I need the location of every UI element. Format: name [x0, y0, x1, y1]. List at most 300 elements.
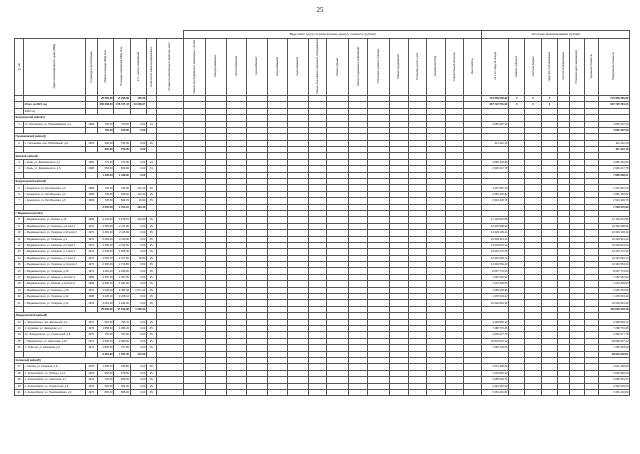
row-cost: 1 437 867,40 [482, 185, 509, 191]
row-address: п. Горшанова, пер. Юбилейный, д.8 [24, 140, 85, 146]
row-year: 1972 [85, 249, 97, 255]
row-premises-area: 2 115,00 [114, 230, 130, 236]
row-cost: 2 936 217,78 [482, 166, 509, 172]
row-number: 18 [15, 281, 24, 287]
row-cost: 3 665 554,71 [482, 377, 509, 383]
empty-cell [267, 389, 287, 395]
row-total-area: 2 281,40 [97, 230, 113, 236]
empty-cell [541, 389, 557, 395]
row-premises-area: 795,70 [114, 319, 130, 325]
column-header [146, 39, 156, 96]
table-cell: 206 368,83 [97, 102, 113, 108]
empty-cell [570, 389, 584, 395]
empty-cell [558, 389, 570, 395]
row-number: 11 [15, 236, 24, 242]
row-year: 1975 [85, 364, 97, 370]
row-year: 1968 [85, 166, 97, 172]
row-premises-area: 875,50 [114, 370, 130, 376]
section-name: Кемский район(2) [15, 153, 157, 159]
row-limit: 10 026 891,96 [599, 300, 630, 306]
row-residents: 25- [146, 191, 156, 197]
row-year: 1965 [85, 159, 97, 165]
row-number: 24 [15, 332, 24, 338]
row-year: 1973 [85, 389, 97, 395]
row-residents: 25- [146, 294, 156, 300]
column-header [97, 39, 113, 96]
column-header-label: Плановая дата завершения [575, 49, 579, 84]
row-address: г. Медвежьегорск, ул. Ленина, д.24 корп.2 [24, 281, 85, 287]
subtotal-living-area: 0,00 [130, 127, 146, 133]
row-number: 13 [15, 249, 24, 255]
column-header-label: Ремонт подвальных помещений [356, 46, 360, 86]
row-premises-area: 3 208,10 [114, 294, 130, 300]
row-year: 1968 [85, 274, 97, 280]
empty-cell [247, 389, 267, 395]
row-living-area: 0,00 [130, 249, 146, 255]
subtotal-premises-area: 7 237,30 [114, 351, 130, 357]
row-residents: 25- [146, 300, 156, 306]
row-number: 3 [15, 159, 24, 165]
empty-cell [206, 389, 226, 395]
row-total-area: 2 288,40 [97, 242, 113, 248]
row-year: 1970 [85, 140, 97, 146]
row-limit: 3 665 554,71 [599, 377, 630, 383]
row-premises-area: 747,50 [114, 159, 130, 165]
row-cost: 3 336 977,76 [482, 332, 509, 338]
empty-cell [308, 389, 326, 395]
header-group-row [15, 31, 630, 39]
row-total-area: 3 236,10 [97, 294, 113, 300]
row-year: 1972 [85, 262, 97, 268]
row-residents: 24- [146, 166, 156, 172]
column-header-label: Удельная стоимость [589, 54, 593, 79]
row-cost: 13 340 554,43 [482, 262, 509, 268]
row-premises-area: 2 296,00 [114, 268, 130, 274]
row-total-area: 992,90 [97, 140, 113, 146]
row-address: г. Медвежьегорск, ул. Кирова, д.16 [24, 217, 85, 223]
empty-cell [157, 389, 184, 395]
row-address: г. Лахденпохья, пер. Школьный, д.4 [24, 319, 85, 325]
table-cell: 712 860 606,82 [482, 95, 509, 101]
row-residents: 24- [146, 159, 156, 165]
subtotal-cost: 311 312,10 [599, 147, 630, 153]
row-total-area: 654,40 [97, 166, 113, 172]
column-header-label: Ремонт внутридомовых инженерных систем [192, 39, 196, 94]
column-header-label: Установка узлов учета [415, 52, 419, 80]
row-address: п. Зеленоборск, ул. Строителей, д.8 [24, 383, 85, 389]
row-limit: 311 312,10 [599, 140, 630, 146]
empty-cell [525, 389, 541, 395]
empty-cell [226, 389, 246, 395]
section-name: Кондопожский район(3) [15, 179, 157, 185]
column-header [85, 39, 97, 96]
row-year: 1972 [85, 242, 97, 248]
row-number: 14 [15, 255, 24, 261]
row-number: 2 [15, 140, 24, 146]
row-number: 28 [15, 370, 24, 376]
row-number: 4 [15, 166, 24, 172]
row-address: г. Кондопога, ул. Октябрьская, д.3 [24, 191, 85, 197]
row-year: 1969 [85, 198, 97, 204]
row-premises-area: 528,20 [114, 191, 130, 197]
row-address: г. Медвежьегорск, ул. Гагарина, д.13 корп.2 [24, 262, 85, 268]
row-total-area: 1 850,50 [97, 345, 113, 351]
row-address: г. Лахденпохья, ул. Школьная, д.10 [24, 338, 85, 344]
row-address: п. Зеленоборск, ул. Первомайская, д.3 [24, 389, 85, 395]
row-living-area: 0,00 [130, 338, 146, 344]
table-cell: 0 [509, 95, 525, 101]
subtotal-cost: 4 055 497,30 [599, 127, 630, 133]
row-residents: 25- [146, 364, 156, 370]
column-header-label: бюджет субъекта [515, 55, 519, 77]
row-living-area: 0,00 [130, 230, 146, 236]
row-cost: 13 250 172,36 [482, 249, 509, 255]
column-header [584, 39, 598, 96]
row-number: 8 [15, 217, 24, 223]
row-year: 1968 [85, 294, 97, 300]
subtotal-premises-area: 47 013,08 [114, 306, 130, 312]
row-number: 17 [15, 274, 24, 280]
row-address: г. Медвежьегорск, ул. Гагарина, д.18 [24, 287, 85, 293]
year-label: 2022 год [24, 108, 85, 114]
row-limit: 4 603 560,20 [599, 370, 630, 376]
row-number: 30 [15, 383, 24, 389]
column-header [408, 39, 426, 96]
empty-cell [390, 389, 408, 395]
row-address: г. Кондопога, ул. Октябрьская, д.2 [24, 185, 85, 191]
row-living-area: 0,00 [130, 319, 146, 325]
capital-repair-table [14, 30, 630, 396]
column-header-label: водоснабжения [275, 56, 279, 76]
column-header [226, 39, 246, 96]
row-living-area: 1 071,14 [130, 287, 146, 293]
column-header [525, 39, 541, 96]
row-living-area: 0,00 [130, 274, 146, 280]
row-premises-area: 3 478,70 [114, 217, 130, 223]
subtotal-premises-area: 752,90 [114, 147, 130, 153]
row-address: г. Медвежьегорск, ул. Гагарина, д.7 корп.2 [24, 255, 85, 261]
column-header-label: Способ формирования [562, 52, 566, 81]
row-premises-area: 603,90 [114, 166, 130, 172]
row-limit: 18 849 937,12 [599, 338, 630, 344]
row-residents: 25- [146, 377, 156, 383]
row-cost: 3 451 416,83 [482, 389, 509, 395]
row-residents: 25- [146, 236, 156, 242]
row-residents: 26- [146, 140, 156, 146]
row-address: г. Медвежьегорск, ул. Гагарина, д.3 [24, 236, 85, 242]
row-year: 1969 [85, 217, 97, 223]
column-header [267, 39, 287, 96]
row-year: 1972 [85, 230, 97, 236]
row-limit: 13 250 172,36 [599, 249, 630, 255]
row-limit: 2 914 329,76 [599, 198, 630, 204]
column-header-label: Общая площадь МКД, кв.м [103, 50, 107, 83]
row-premises-area: 808,20 [114, 389, 130, 395]
row-number: 7 [15, 198, 24, 204]
row-premises-area: 924,60 [114, 383, 130, 389]
column-header-label: Строительный контроль [452, 51, 456, 81]
column-header [558, 39, 570, 96]
row-address: г. Медвежьегорск, ул. Гагарина, д.12 [24, 294, 85, 300]
row-limit: 13 329 921,24 [599, 242, 630, 248]
subtotal-premises-area: 720,00 [114, 127, 130, 133]
row-living-area: 0,00 [130, 326, 146, 332]
row-premises-area: 764,60 [114, 332, 130, 338]
row-cost: 4 603 560,20 [482, 370, 509, 376]
row-total-area: 2 283,40 [97, 236, 113, 242]
row-number: 26 [15, 345, 24, 351]
row-limit: 13 329 921,24 [599, 236, 630, 242]
row-residents: 25- [146, 185, 156, 191]
header-group-sources: Источники финансирования (рублей) [482, 31, 630, 39]
row-address: г. Медвежьегорск, ул. Гагарина, д.19 корп.2 [24, 230, 85, 236]
row-cost: 4 621 458,66 [482, 364, 509, 370]
section-name: г. Медвежьегорск(14) [15, 210, 157, 216]
row-limit: 3 451 416,83 [599, 389, 630, 395]
row-address: п. Зеленоборск, ул. Советская, д.7 [24, 377, 85, 383]
column-header-label: водоотведения [296, 57, 300, 76]
empty-cell [584, 389, 598, 395]
row-cost: 13 340 598,96 [482, 223, 509, 229]
subtotal-cost: 39 912 622,61 [599, 351, 630, 357]
row-year: 1976 [85, 370, 97, 376]
row-residents: 25- [146, 326, 156, 332]
column-header-label: Предельная стоимость [612, 52, 616, 81]
empty-cell [367, 389, 390, 395]
row-total-area: 773,90 [97, 159, 113, 165]
row-total-area: 3 364,20 [97, 268, 113, 274]
row-cost: 13 329 921,24 [482, 236, 509, 242]
row-limit: 13 340 598,96 [599, 223, 630, 229]
row-living-area: 0,00 [130, 159, 146, 165]
column-header-label: газоснабжения [255, 57, 259, 76]
column-header-label: Разработка ПСД [434, 56, 438, 77]
row-total-area: 781,00 [97, 121, 113, 127]
column-header [464, 39, 482, 96]
row-premises-area: 2 117,90 [114, 223, 130, 229]
column-header [599, 39, 630, 96]
row-premises-area: 4 394,00 [114, 281, 130, 287]
row-total-area: 2 554,70 [97, 255, 113, 261]
row-number: 22 [15, 319, 24, 325]
column-header-label: Адрес многоквартирного дома (МКД) [52, 44, 56, 89]
row-total-area: 952,50 [97, 370, 113, 376]
column-header [247, 39, 267, 96]
column-header-label: Стоимость капитального ремонта, всего [168, 42, 172, 91]
row-address: г. Сегежа, ул. Гагарина, д.9 [24, 364, 85, 370]
column-header [445, 39, 463, 96]
subtotal-total-area: 781,00 [97, 127, 113, 133]
empty-cell [509, 389, 525, 395]
row-living-area: 0,00 [130, 236, 146, 242]
row-number: 16 [15, 268, 24, 274]
row-limit: 17 140 667,86 [599, 217, 630, 223]
row-cost: 1 224 209,60 [482, 281, 509, 287]
section-name: Лахденпохский район(6) [15, 313, 157, 319]
subtotal-living-area: 1 095,34 [130, 306, 146, 312]
row-number: 20 [15, 294, 24, 300]
row-address: г. Медвежьегорск, ул. Гагарина, д.5 корп.1 [24, 242, 85, 248]
row-cost: 2 914 329,76 [482, 198, 509, 204]
row-limit: 1 695 445,95 [599, 287, 630, 293]
table-cell: 0 [525, 95, 541, 101]
row-living-area: 0,00 [130, 389, 146, 395]
row-cost: 13 329 921,24 [482, 242, 509, 248]
subtotal-total-area: 9 981,80 [97, 351, 113, 357]
table-cell: 0 [525, 102, 541, 108]
subtotal-total-area: 992,90 [97, 147, 113, 153]
row-number: 9 [15, 223, 24, 229]
table-cell: 712 860 606,82 [599, 95, 630, 101]
row-premises-area: 918,80 [114, 364, 130, 370]
row-limit: 1 224 209,60 [599, 281, 630, 287]
page-number: 25 [316, 6, 324, 14]
row-residents: 25- [146, 274, 156, 280]
column-header [367, 39, 390, 96]
row-address: г. Медвежьегорск, ул. Гагарина, д.9 корп.1 [24, 223, 85, 229]
column-header [390, 39, 408, 96]
subtotal-cost: 7 302 670,99 [599, 204, 630, 210]
row-cost: 7 282 133,09 [482, 345, 509, 351]
row-residents: 25- [146, 370, 156, 376]
row-year: 1968 [85, 281, 97, 287]
row-cost: 13 310 684,72 [482, 255, 509, 261]
column-header [183, 39, 206, 96]
row-residents: 25- [146, 242, 156, 248]
row-total-area: 1 858,10 [97, 326, 113, 332]
row-premises-area: 4 396,38 [114, 287, 130, 293]
subtotal-living-area: 484,40 [130, 204, 146, 210]
column-header [541, 39, 557, 96]
row-residents: 25- [146, 268, 156, 274]
row-cost: 3 409 894,14 [482, 319, 509, 325]
subtotal-cost: 7 882 658,01 [599, 172, 630, 178]
column-header-label: средства собственников [547, 51, 551, 82]
row-premises-area: 2 707,90 [114, 255, 130, 261]
table-cell: 135,56 [130, 95, 146, 101]
row-living-area: 0,00 [130, 383, 146, 389]
row-year: 1968 [85, 185, 97, 191]
row-total-area: 702,30 [97, 185, 113, 191]
row-total-area: 752,00 [97, 377, 113, 383]
empty-cell [349, 389, 367, 395]
subtotal-living-area: 0,00 [130, 172, 146, 178]
empty-cell [427, 389, 445, 395]
row-living-area: 0,00 [130, 140, 146, 146]
row-residents: 25- [146, 281, 156, 287]
row-premises-area: 509,20 [114, 377, 130, 383]
row-cost: 4 055 497,30 [482, 121, 509, 127]
row-limit: 1 437 867,40 [599, 185, 630, 191]
row-number: 25 [15, 338, 24, 344]
row-limit: 1 478 631,42 [599, 294, 630, 300]
row-premises-area: 4 367,50 [114, 274, 130, 280]
row-year: 1971 [85, 223, 97, 229]
row-cost: 3 442 515,00 [482, 383, 509, 389]
column-header-label: Количество зарегистрированных [149, 46, 153, 87]
row-residents: 25- [146, 332, 156, 338]
row-limit: 4 055 497,30 [599, 121, 630, 127]
section-name: Сегежский район(5) [15, 357, 157, 363]
row-residents: 25- [146, 217, 156, 223]
row-premises-area: 720,00 [114, 121, 130, 127]
row-cost: 10 026 891,96 [482, 300, 509, 306]
row-address: г. Медвежьегорск, ул. Гагарина, д.7 корп.1 [24, 249, 85, 255]
header-group-cost: Виды работ (услуг) по капитальному ремонту, стоимость (рублей) [183, 31, 482, 39]
row-number: 23 [15, 326, 24, 332]
row-limit: 13 310 684,72 [599, 255, 630, 261]
row-number: 31 [15, 389, 24, 395]
row-number: 27 [15, 364, 24, 370]
row-total-area: 4 028,10 [97, 287, 113, 293]
table-cell: 0 [509, 102, 525, 108]
row-premises-area: 4 244,00 [114, 300, 130, 306]
subtotal-total-area: 25 000,95 [97, 306, 113, 312]
row-cost: 7 288 770,45 [482, 326, 509, 332]
table-cell: 0 [541, 95, 557, 101]
section-name: Беломорский район(1) [15, 115, 157, 121]
column-header [288, 39, 308, 96]
subtotal-premises-area: 1 704,10 [114, 204, 130, 210]
row-total-area: 2 283,90 [97, 223, 113, 229]
row-number: 15 [15, 262, 24, 268]
row-total-area: 2 382,00 [97, 262, 113, 268]
row-cost: 18 849 937,12 [482, 338, 509, 344]
row-total-area: 728,60 [97, 191, 113, 197]
row-living-area: 0,00 [130, 281, 146, 287]
empty-cell [326, 389, 349, 395]
row-year: 1978 [85, 300, 97, 306]
row-premises-area: 2 113,90 [114, 236, 130, 242]
column-header-label: теплоснабжения [234, 56, 238, 77]
table-row [15, 389, 630, 395]
row-address: п. Куркиёки, ул. Заводская, д.1 [24, 326, 85, 332]
row-limit: 13 329 136,44 [599, 230, 630, 236]
row-limit: 3 409 894,14 [599, 319, 630, 325]
column-header-label: Утепление и ремонт фасада [377, 49, 381, 84]
row-year: 1975 [85, 332, 97, 338]
row-limit: 3 336 977,76 [599, 332, 630, 338]
year-total-label: Итого за 2021 год [24, 102, 85, 108]
column-header [349, 39, 367, 96]
row-total-area: 4 396,20 [97, 281, 113, 287]
empty-cell [408, 389, 426, 395]
row-residents: 25- [146, 389, 156, 395]
column-header [509, 39, 525, 96]
row-living-area: 0,00 [130, 332, 146, 338]
row-living-area: 0,00 [130, 294, 146, 300]
row-number: 1 [15, 121, 24, 127]
row-residents: 25- [146, 319, 156, 325]
row-year: 1976 [85, 326, 97, 332]
subtotal-living-area: 113,20 [130, 351, 146, 357]
row-year: 1969 [85, 121, 97, 127]
row-limit: 13 340 554,43 [599, 262, 630, 268]
row-living-area: 112,40 [130, 191, 146, 197]
row-number: 29 [15, 377, 24, 383]
row-address: г. Медвежьегорск, ул. Гагарина, д.15 [24, 268, 85, 274]
column-header-label: Площадь помещений МКД, кв.м [120, 47, 124, 86]
table-body [15, 95, 630, 395]
column-header [427, 39, 445, 96]
table-cell: 637 723 781,00 [482, 102, 509, 108]
row-limit: 2 936 217,78 [599, 166, 630, 172]
row-premises-area: 2 716,50 [114, 262, 130, 268]
row-premises-area: 2 114,50 [114, 242, 130, 248]
row-premises-area: 669,70 [114, 198, 130, 204]
row-number: 21 [15, 300, 24, 306]
row-address: г. Кондопога, ул. Октябрьская, д.5 [24, 198, 85, 204]
